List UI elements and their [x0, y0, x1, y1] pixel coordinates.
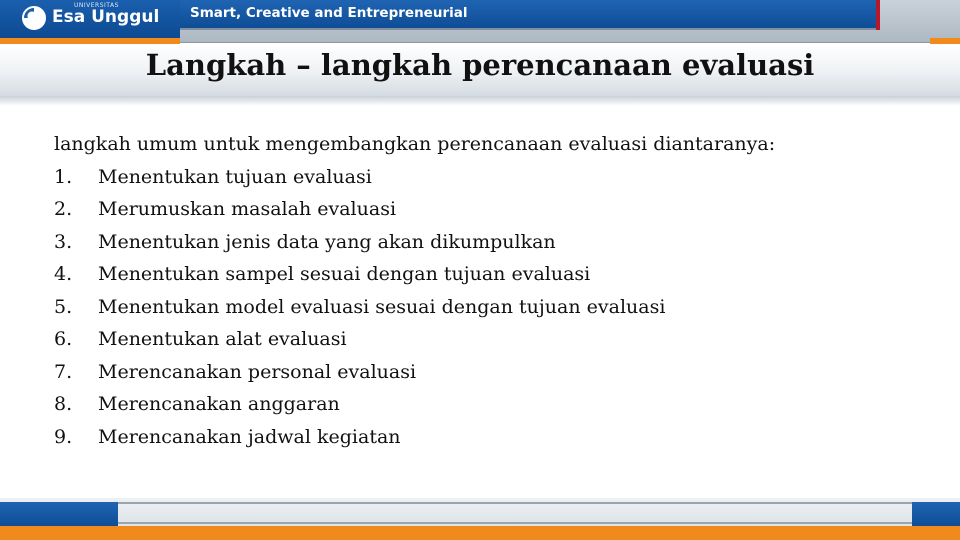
steps-list: [54, 161, 900, 454]
list-item: [54, 291, 900, 324]
step-text: Menentukan sampel sesuai dengan tujuan evaluasi: [98, 263, 591, 285]
slide-title: Langkah – langkah perencanaan evaluasi: [145, 48, 815, 82]
intro-text: langkah umum untuk mengembangkan perencanaan evaluasi diantaranya:: [54, 133, 776, 155]
footer-blue-left: [0, 502, 118, 526]
logo-small-text: UNIVERSITAS: [74, 2, 119, 9]
step-number: 2.: [54, 198, 73, 220]
step-number: 4.: [54, 263, 73, 285]
tagline-banner: [180, 0, 880, 30]
list-item: [54, 388, 900, 421]
footer-orange-strip: [0, 526, 960, 540]
banner-frame-edge: [876, 0, 880, 30]
step-text: Menentukan tujuan evaluasi: [98, 165, 372, 188]
step-number: 9.: [54, 425, 73, 448]
step-number: 5.: [54, 295, 73, 318]
step-text: Merencanakan jadwal kegiatan: [98, 425, 401, 448]
step-text: Merencanakan anggaran: [98, 393, 340, 415]
list-item: [54, 356, 900, 389]
title-divider: [0, 96, 960, 106]
list-item: [54, 193, 900, 226]
logo-name: Esa Unggul: [52, 7, 160, 27]
step-number: 8.: [54, 393, 73, 415]
list-item: [54, 323, 900, 356]
step-text: Menentukan alat evaluasi: [98, 328, 347, 350]
step-number: 7.: [54, 360, 73, 383]
list-item: [54, 421, 900, 454]
step-number: 3.: [54, 230, 73, 253]
list-item: [54, 258, 900, 291]
footer-rule: [118, 502, 912, 524]
slide-body: [54, 128, 900, 453]
logo-emblem-icon: [22, 6, 46, 30]
list-item: [54, 226, 900, 259]
tagline-text: Smart, Creative and Entrepreneurial: [190, 5, 468, 21]
step-text: Merencanakan personal evaluasi: [98, 360, 417, 383]
step-number: 1.: [54, 165, 73, 188]
step-text: Merumuskan masalah evaluasi: [98, 198, 397, 220]
step-text: Menentukan model evaluasi sesuai dengan tujuan evaluasi: [98, 295, 666, 318]
university-logo: [0, 0, 180, 38]
step-number: 6.: [54, 328, 73, 350]
step-text: Menentukan jenis data yang akan dikumpulkan: [98, 230, 556, 253]
list-item: [54, 161, 900, 194]
footer-blue-right: [912, 502, 960, 526]
